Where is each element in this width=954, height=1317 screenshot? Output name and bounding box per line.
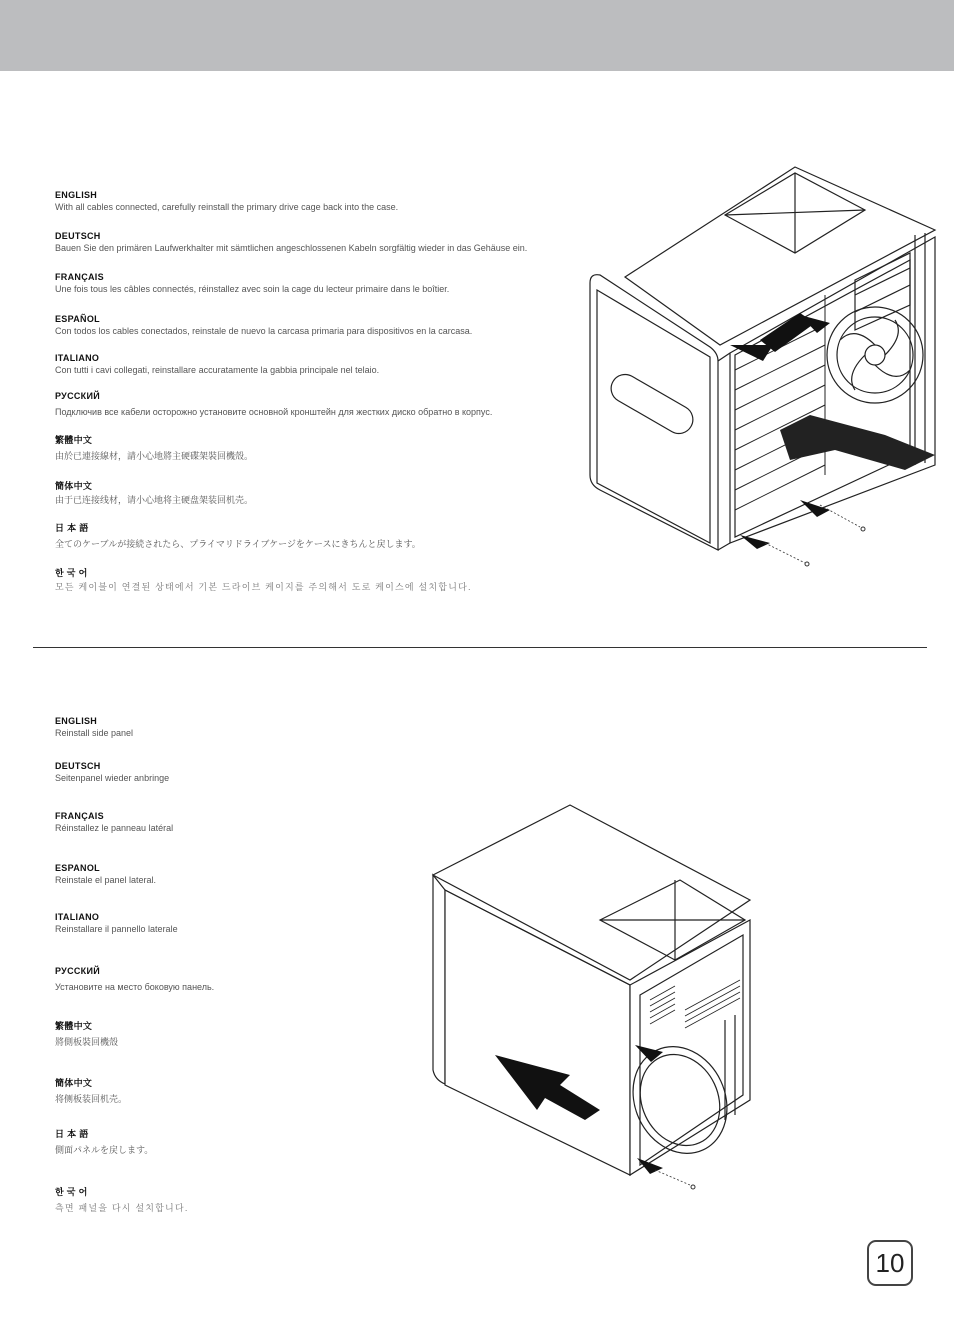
lang-block-japanese — [55, 523, 421, 550]
lang-text: Установите на место боковую панель. — [55, 982, 215, 992]
drive-cage-illustration — [585, 165, 945, 570]
lang-text: 全てのケーブルが接続されたら、プライマリドライブケージをケースにきちんと戻します。 — [55, 539, 421, 549]
lang-title: ESPANOL — [55, 863, 100, 873]
lang-block-italiano — [55, 353, 379, 376]
lang-text: 側面パネルを戻します。 — [55, 1145, 154, 1155]
lang-title: 簡体中文 — [55, 1078, 93, 1088]
lang-text: Reinstallare il pannello laterale — [55, 924, 178, 934]
lang-title: ITALIANO — [55, 912, 100, 922]
lang-title: ITALIANO — [55, 353, 100, 363]
lang-block-francais — [55, 272, 449, 295]
lang-block-english — [55, 190, 398, 213]
lang-block-espanol — [55, 314, 472, 337]
lang-block-traditional-chinese — [55, 1021, 118, 1048]
lang-block-korean — [55, 568, 472, 593]
lang-text: Подключив все кабели осторожно установите основной кронштейн для жестких диско обратно в корпус. — [55, 407, 493, 417]
lang-title: ENGLISH — [55, 190, 98, 200]
lang-title: 한 국 어 — [55, 568, 88, 578]
lang-text: Réinstallez le panneau latéral — [55, 823, 174, 833]
lang-text: Seitenpanel wieder anbringe — [55, 773, 170, 783]
lang-title: РУССКИЙ — [55, 966, 101, 976]
page-number: 10 — [867, 1240, 913, 1286]
lang-text: 将侧板装回机壳。 — [55, 1094, 128, 1104]
lang-title: FRANÇAIS — [55, 811, 104, 821]
lang-title: DEUTSCH — [55, 761, 101, 771]
side-panel-illustration — [425, 800, 760, 1200]
lang-text: Con tutti i cavi collegati, reinstallare accuratamente la gabbia principale nel telaio. — [55, 365, 380, 375]
lang-block-japanese — [55, 1129, 153, 1156]
lang-title: 簡体中文 — [55, 481, 93, 491]
lang-block-traditional-chinese — [55, 435, 253, 462]
lang-block-english — [55, 716, 133, 739]
lang-title: 日 本 語 — [55, 523, 89, 533]
lang-title: ESPAÑOL — [55, 314, 100, 324]
lang-block-russian — [55, 966, 214, 993]
lang-block-korean — [55, 1187, 189, 1214]
lang-title: 한 국 어 — [55, 1187, 88, 1197]
lang-title: ENGLISH — [55, 716, 98, 726]
lang-title: РУССКИЙ — [55, 391, 101, 401]
lang-block-russian — [55, 391, 492, 418]
lang-text: 由於已連接線材，請小心地將主硬碟架裝回機殼。 — [55, 451, 254, 461]
lang-title: FRANÇAIS — [55, 272, 104, 282]
lang-title: DEUTSCH — [55, 231, 101, 241]
lang-text: With all cables connected, carefully reinstall the primary drive cage back into the case. — [55, 202, 399, 212]
lang-text: 모든 케이블이 연결된 상태에서 기본 드라이브 케이지를 주의해서 도로 케이스에 설치합니다. — [55, 582, 472, 592]
lang-block-italiano — [55, 912, 178, 935]
lang-block-espanol — [55, 863, 156, 886]
lang-text: Bauen Sie den primären Laufwerkhalter mit sämtlichen angeschlossenen Kabeln sorgfältig wieder in das Gehäuse ein. — [55, 243, 528, 253]
header-band — [0, 0, 954, 71]
lang-title: 繁體中文 — [55, 1021, 93, 1031]
lang-text: 측면 패널을 다시 설치합니다. — [55, 1203, 189, 1213]
lang-text: 將側板裝回機殼 — [55, 1037, 119, 1047]
lang-block-simplified-chinese — [55, 1078, 127, 1105]
lang-text: Reinstale el panel lateral. — [55, 875, 157, 885]
lang-block-deutsch — [55, 231, 527, 254]
lang-block-deutsch — [55, 761, 169, 784]
lang-text: Con todos los cables conectados, reinstale de nuevo la carcasa primaria para dispositivos en la carcasa. — [55, 326, 473, 336]
lang-block-simplified-chinese — [55, 481, 253, 506]
lang-text: 由于已连接线材，请小心地将主硬盘架装回机壳。 — [55, 495, 254, 505]
lang-title: 繁體中文 — [55, 435, 93, 445]
section-divider — [33, 647, 927, 648]
lang-text: Une fois tous les câbles connectés, réinstallez avec soin la cage du lecteur primaire dans le boîtier. — [55, 284, 450, 294]
lang-title: 日 本 語 — [55, 1129, 89, 1139]
lang-text: Reinstall side panel — [55, 728, 134, 738]
lang-block-francais — [55, 811, 173, 834]
